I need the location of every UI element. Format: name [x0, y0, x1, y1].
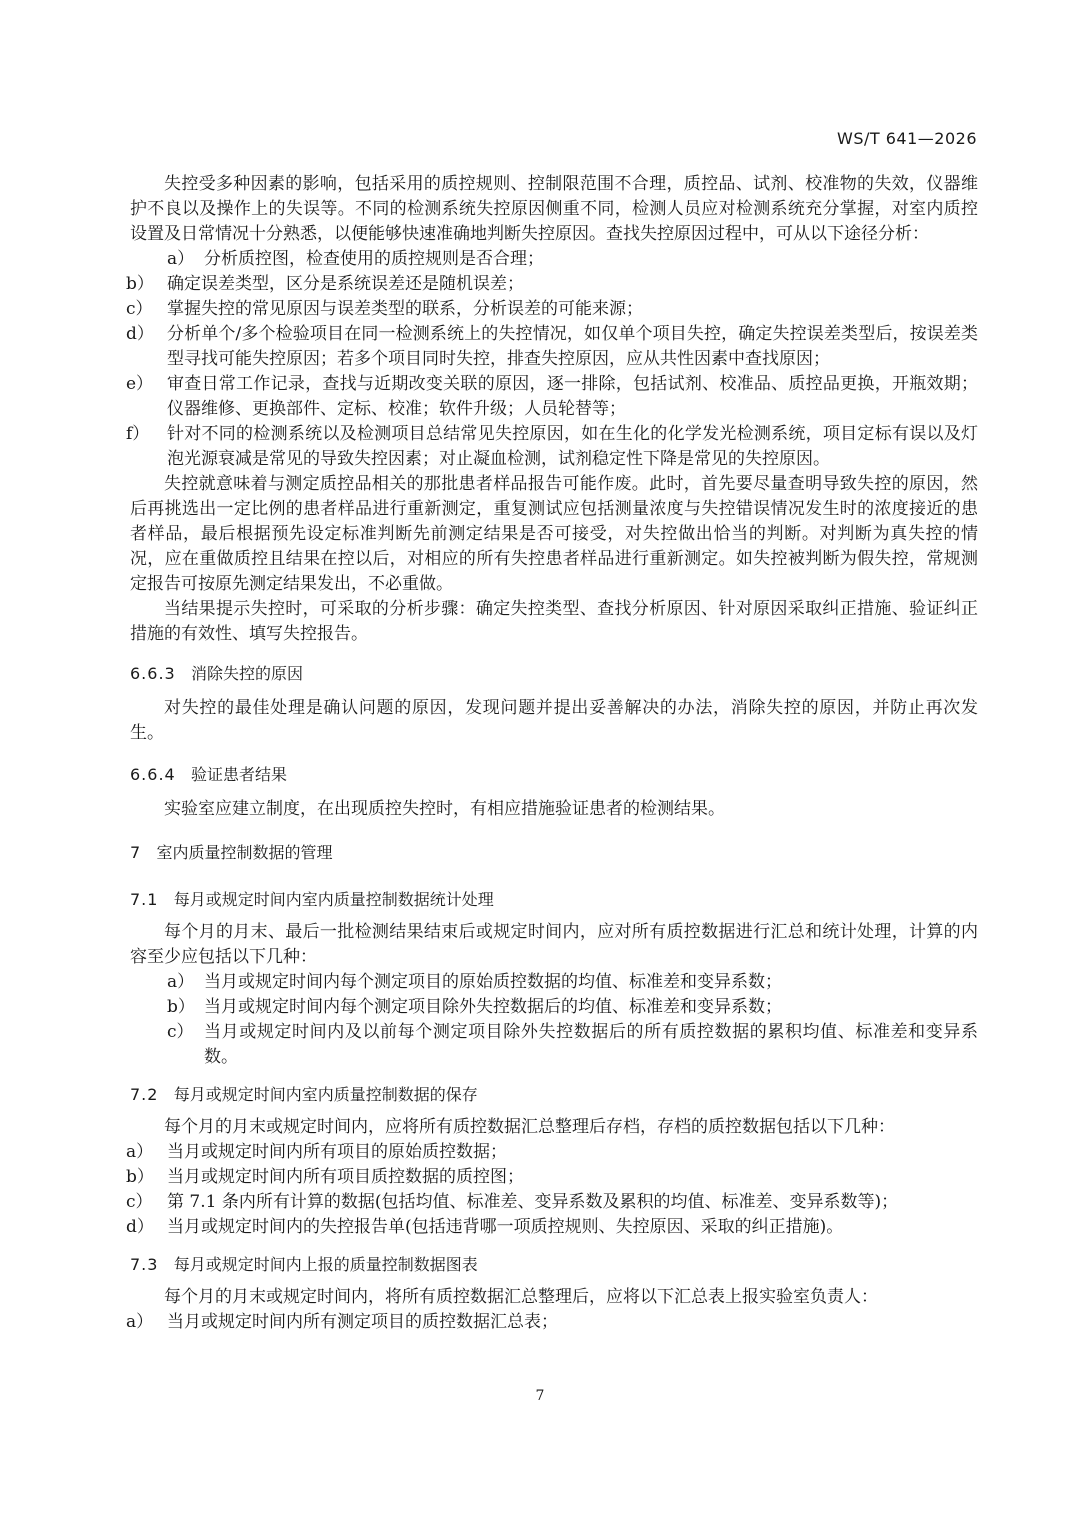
- list-marker: d）: [126, 1217, 154, 1237]
- list-item-text: 分析质控图，检查使用的质控规则是否合理；: [204, 249, 544, 269]
- section-heading-7-3: [130, 1252, 978, 1277]
- intro-paragraph-1: 失控受多种因素的影响，包括采用的质控规则、控制限范围不合理，质控品、试剂、校准物的失效，仪器维护不良以及操作上的失误等。不同的检测系统失控原因侧重不同，检测人员应对检测系统充分掌握，对室内质控设置及日常情况十分熟悉，以便能够快速准确地判断失控原因。查找失控原因过程中，可从以下途径分析：: [130, 174, 978, 244]
- section-6-6-4-paragraph: 实验室应建立制度，在出现质控失控时，有相应措施验证患者的检测结果。: [164, 799, 725, 819]
- list-item-text: 当月或规定时间内的失控报告单(包括违背哪一项质控规则、失控原因、采取的纠正措施)。: [167, 1217, 844, 1237]
- section-7-1-paragraph: 每个月的月末、最后一批检测结果结束后或规定时间内，应对所有质控数据进行汇总和统计处理，计算的内容至少应包括以下几种：: [130, 922, 978, 967]
- list-marker: c）: [126, 1192, 153, 1212]
- list-item-text: 第 7.1 条内所有计算的数据(包括均值、标准差、变异系数及累积的均值、标准差、变异系数等)；: [167, 1192, 899, 1212]
- section-title: 消除失控的原因: [190, 664, 303, 683]
- section-title: 验证患者结果: [190, 765, 287, 784]
- list-item: [126, 1310, 978, 1335]
- section-7-3-paragraph: 每个月的月末或规定时间内，将所有质控数据汇总整理后，应将以下汇总表上报实验室负责人：: [164, 1287, 878, 1307]
- list-item: [130, 247, 978, 272]
- standard-code: WS/T 641—2026: [837, 129, 977, 148]
- list-item: [126, 1140, 978, 1165]
- list-item-text: 确定误差类型，区分是系统误差还是随机误差；: [167, 274, 524, 294]
- list-item-text: 当月或规定时间内及以前每个测定项目除外失控数据后的所有质控数据的累积均值、标准差和变异系数。: [204, 1022, 978, 1067]
- list-marker: a）: [167, 972, 195, 992]
- list-item-text: 针对不同的检测系统以及检测项目总结常见失控原因，如在生化的化学发光检测系统，项目定标有误以及灯泡光源衰减是常见的导致失控因素；对止凝血检测，试剂稳定性下降是常见的失控原因。: [167, 424, 978, 469]
- section-7-3-list: [126, 1310, 978, 1335]
- section-number: 7.2: [130, 1085, 159, 1104]
- section-6-6-3-paragraph: 对失控的最佳处理是确认问题的原因，发现问题并提出妥善解决的办法，消除失控的原因，并防止再次发生。: [130, 698, 978, 743]
- list-item-text: 掌握失控的常见原因与误差类型的联系，分析误差的可能来源；: [167, 299, 643, 319]
- list-item: [130, 1020, 978, 1070]
- section-7-2-list: [126, 1140, 978, 1240]
- section-number: 7: [130, 843, 142, 862]
- list-item-text: 当月或规定时间内所有测定项目的质控数据汇总表；: [167, 1312, 558, 1332]
- list-item: [126, 372, 978, 422]
- intro-cause-list: [126, 247, 978, 472]
- section-title: 每月或规定时间内室内质量控制数据的保存: [173, 1085, 478, 1104]
- list-marker: a）: [167, 249, 195, 269]
- section-heading-7-2: [130, 1082, 978, 1107]
- list-marker: c）: [126, 299, 153, 319]
- section-number: 7.1: [130, 890, 159, 909]
- list-marker: c）: [167, 1022, 194, 1042]
- list-item-text: 审查日常工作记录，查找与近期改变关联的原因，逐一排除，包括试剂、校准品、质控品更换，开瓶效期；仪器维修、更换部件、定标、校准；软件升级；人员轮替等；: [167, 374, 978, 419]
- list-item: [126, 1165, 978, 1190]
- section-title: 室内质量控制数据的管理: [156, 843, 333, 862]
- intro-paragraph-2: 失控就意味着与测定质控品相关的那批患者样品报告可能作废。此时，首先要尽量查明导致失控的原因，然后再挑选出一定比例的患者样品进行重新测定，重复测试应包括测量浓度与失控错误情况发生时的浓度接近的患者样品，最后根据预先设定标准判断先前测定结果是否可接受，对失控做出恰当的判断。对判断为真失控的情况，应在重做质控且结果在控以后，对相应的所有失控患者样品进行重新测定。如失控被判断为假失控，常规测定报告可按原先测定结果发出，不必重做。: [130, 474, 978, 594]
- list-item: [130, 970, 978, 995]
- list-item: [126, 272, 978, 297]
- section-heading-6-6-4: [130, 762, 978, 787]
- list-item-text: 当月或规定时间内所有项目质控数据的质控图；: [167, 1167, 524, 1187]
- section-number: 6.6.4: [130, 765, 176, 784]
- list-item: [126, 1190, 978, 1215]
- chapter-heading-7: [130, 840, 978, 865]
- list-item: [126, 422, 978, 472]
- list-item: [126, 297, 978, 322]
- section-7-2-paragraph: 每个月的月末或规定时间内，应将所有质控数据汇总整理后存档，存档的质控数据包括以下几种：: [164, 1117, 895, 1137]
- section-number: 6.6.3: [130, 664, 176, 683]
- list-item-text: 当月或规定时间内每个测定项目的原始质控数据的均值、标准差和变异系数；: [204, 972, 782, 992]
- section-title: 每月或规定时间内上报的质量控制数据图表: [173, 1255, 478, 1274]
- section-7-1-list: [130, 970, 978, 1070]
- section-title: 每月或规定时间内室内质量控制数据统计处理: [173, 890, 494, 909]
- list-item: [130, 995, 978, 1020]
- page-number: 7: [535, 1388, 545, 1404]
- list-marker: f）: [126, 424, 150, 444]
- page-content: [126, 172, 978, 1335]
- list-item-text: 当月或规定时间内所有项目的原始质控数据；: [167, 1142, 507, 1162]
- section-heading-7-1: [130, 887, 978, 912]
- list-marker: b）: [126, 274, 154, 294]
- section-number: 7.3: [130, 1255, 159, 1274]
- list-marker: d）: [126, 324, 154, 344]
- list-marker: b）: [167, 997, 195, 1017]
- list-item: [126, 322, 978, 372]
- intro-paragraph-3: 当结果提示失控时，可采取的分析步骤：确定失控类型、查找分析原因、针对原因采取纠正措施、验证纠正措施的有效性、填写失控报告。: [130, 599, 978, 644]
- list-marker: e）: [126, 374, 154, 394]
- list-marker: b）: [126, 1167, 154, 1187]
- list-marker: a）: [126, 1142, 154, 1162]
- list-item-text: 当月或规定时间内每个测定项目除外失控数据后的均值、标准差和变异系数；: [204, 997, 782, 1017]
- list-marker: a）: [126, 1312, 154, 1332]
- list-item: [126, 1215, 978, 1240]
- list-item-text: 分析单个/多个检验项目在同一检测系统上的失控情况，如仅单个项目失控，确定失控误差类型后，按误差类型寻找可能失控原因；若多个项目同时失控，排查失控原因，应从共性因素中查找原因；: [167, 324, 978, 369]
- section-heading-6-6-3: [130, 661, 978, 686]
